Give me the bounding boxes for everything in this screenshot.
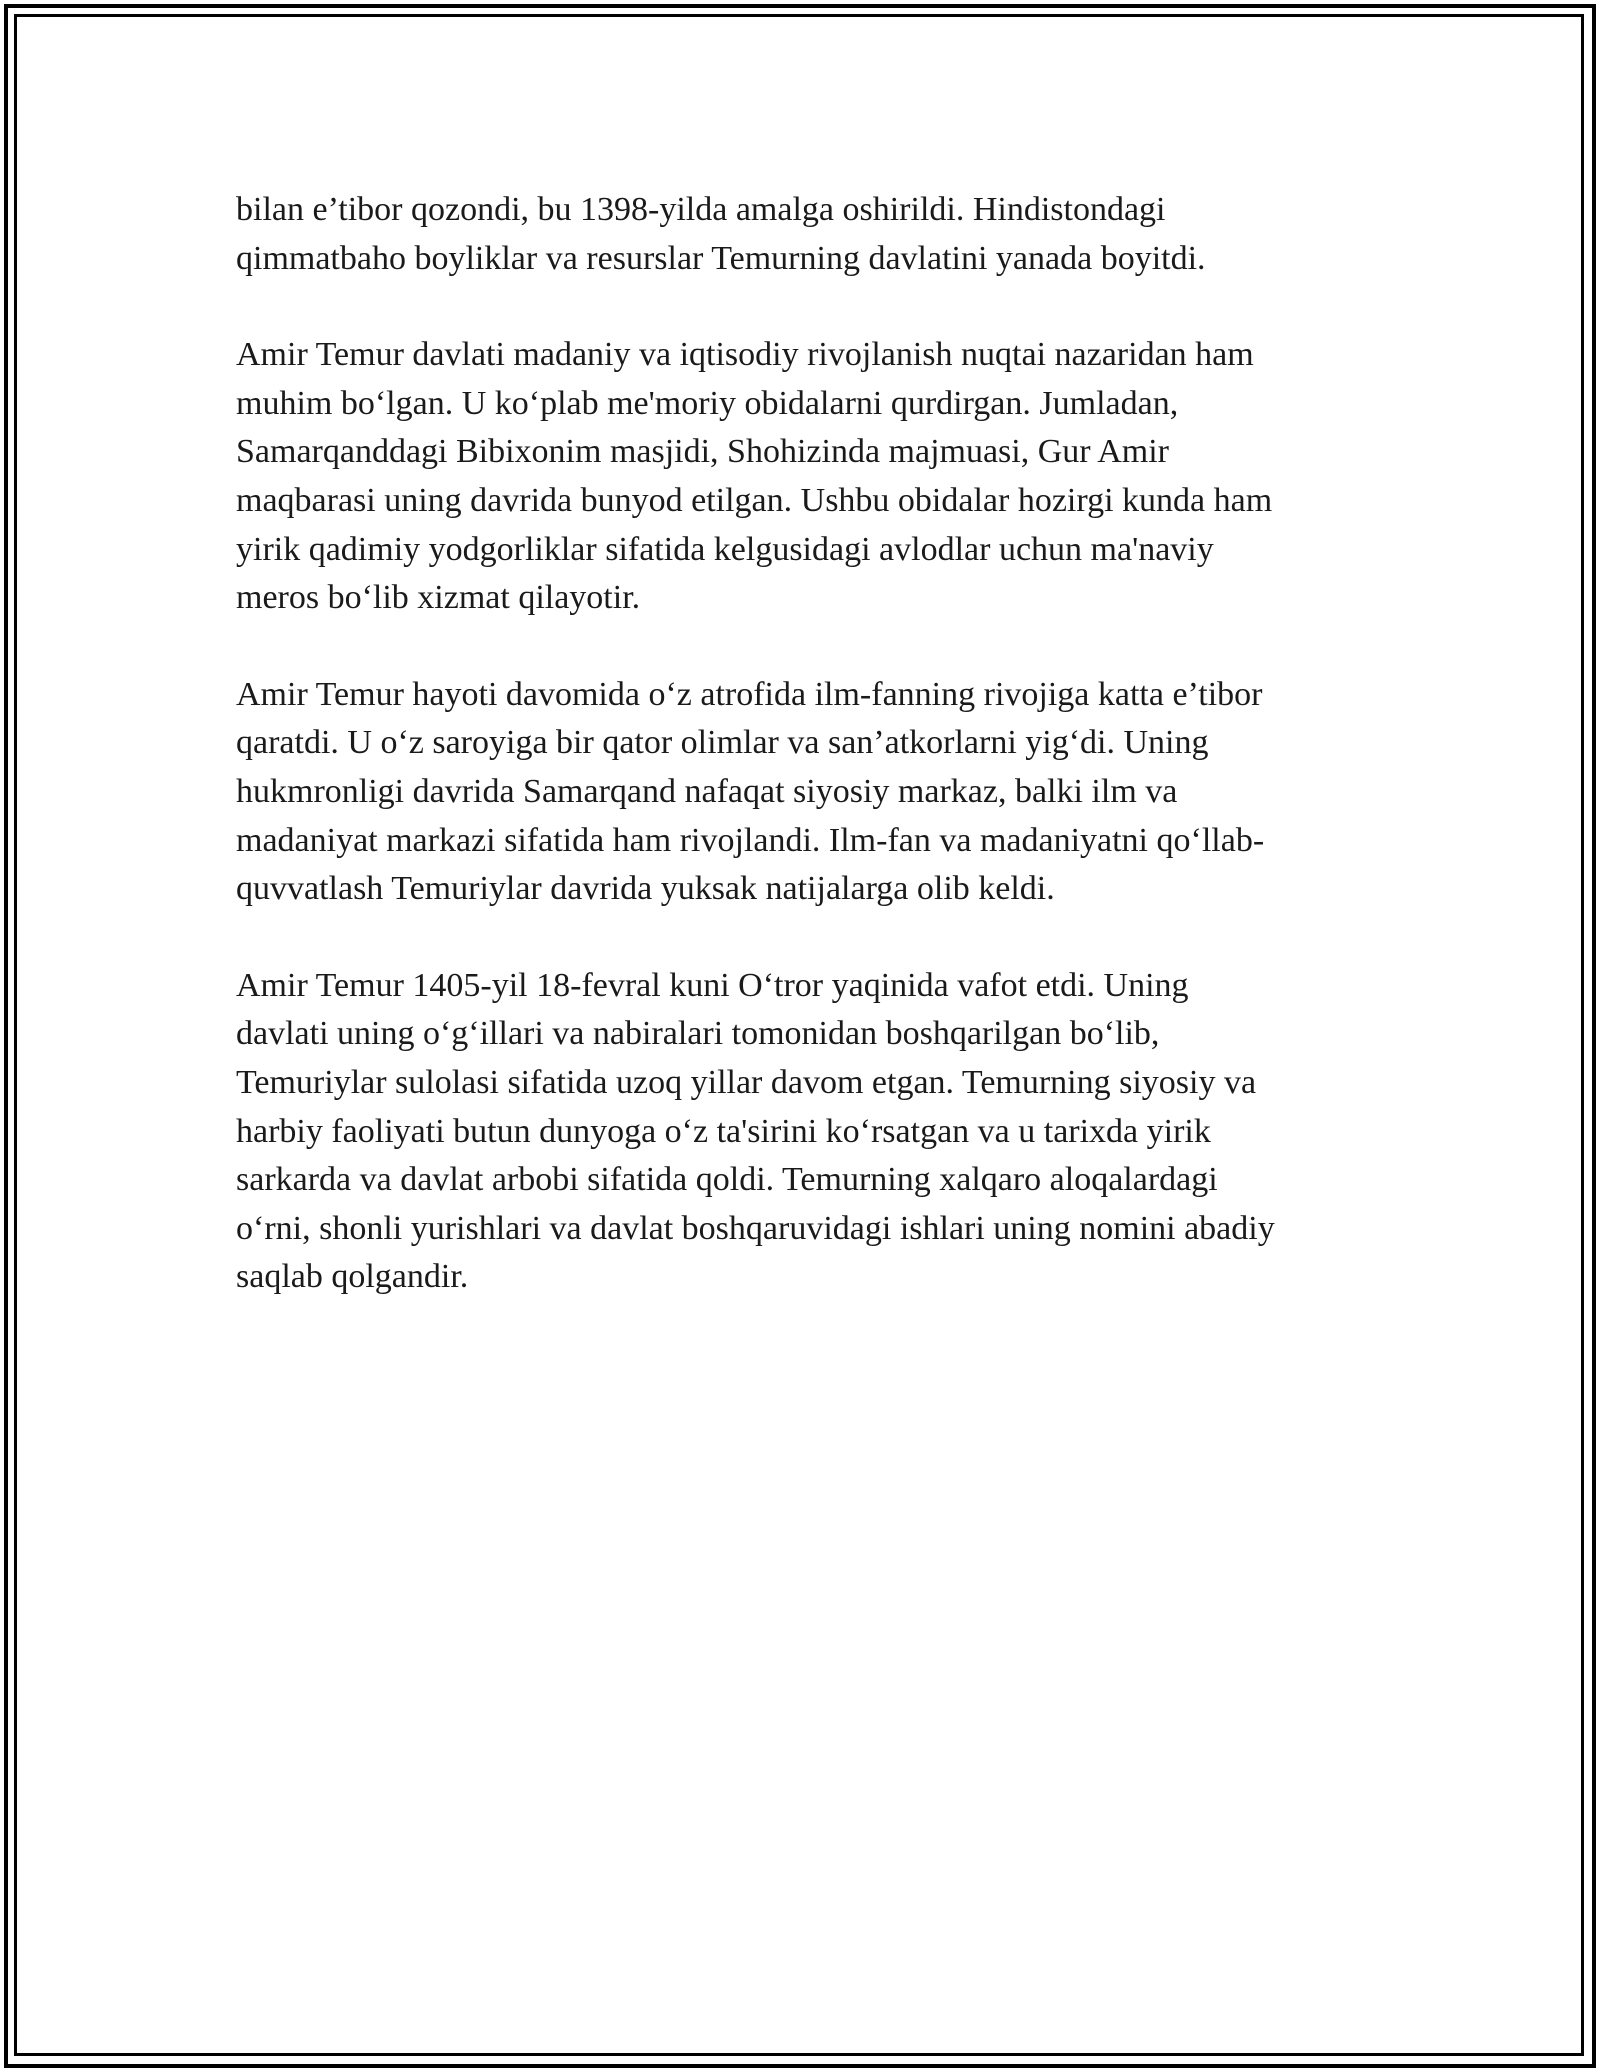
text-line: Amir Temur hayoti davomida o‘z atrofida ilm-fanning rivojiga katta e’tibor (236, 675, 1263, 713)
text-line: muhim bo‘lgan. U ko‘plab me'moriy obidalarni qurdirgan. Jumladan, (236, 384, 1179, 422)
text-line: harbiy faoliyati butun dunyoga o‘z ta'sirini ko‘rsatgan va u tarixda yirik (236, 1112, 1211, 1150)
text-line: madaniyat markazi sifatida ham rivojlandi. Ilm-fan va madaniyatni qo‘llab- (236, 821, 1265, 859)
text-line: maqbarasi uning davrida bunyod etilgan. Ushbu obidalar hozirgi kunda ham (236, 481, 1273, 519)
text-line: bilan e’tibor qozondi, bu 1398-yilda amalga oshirildi. Hindistondagi (236, 191, 1166, 228)
text-line: quvvatlash Temuriylar davrida yuksak natijalarga olib keldi. (236, 870, 1055, 908)
text-line: Amir Temur davlati madaniy va iqtisodiy rivojlanish nuqtai nazaridan ham (236, 336, 1254, 374)
text-line: Samarqanddagi Bibixonim masjidi, Shohizinda majmuasi, Gur Amir (236, 433, 1170, 471)
text-line: Temuriylar sulolasi sifatida uzoq yillar davom etgan. Temurning siyosiy va (236, 1063, 1257, 1101)
text-line: yirik qadimiy yodgorliklar sifatida kelgusidagi avlodlar uchun ma'naviy (236, 530, 1214, 568)
text-line: sarkarda va davlat arbobi sifatida qoldi. Temurning xalqaro aloqalardagi (236, 1161, 1218, 1199)
document-body (236, 186, 1376, 1350)
text-line: qaratdi. U o‘z saroyiga bir qator olimlar va san’atkorlarni yig‘di. Uning (236, 724, 1209, 762)
text-line: saqlab qolgandir. (236, 1258, 469, 1296)
text-line: o‘rni, shonli yurishlari va davlat boshqaruvidagi ishlari uning nomini abadiy (236, 1209, 1275, 1247)
paragraph-4 (236, 962, 1376, 1302)
paragraph-2 (236, 331, 1376, 623)
text-line: hukmronligi davrida Samarqand nafaqat siyosiy markaz, balki ilm va (236, 772, 1178, 810)
text-line: meros bo‘lib xizmat qilayotir. (236, 579, 641, 617)
text-line: qimmatbaho boyliklar va resurslar Temurning davlatini yanada boyitdi. (236, 239, 1206, 277)
paragraph-1 (236, 186, 1376, 283)
text-line: davlati uning o‘g‘illari va nabiralari tomonidan boshqarilgan bo‘lib, (236, 1015, 1160, 1053)
text-line: Amir Temur 1405-yil 18-fevral kuni O‘tror yaqinida vafot etdi. Uning (236, 966, 1189, 1004)
paragraph-3 (236, 671, 1376, 914)
